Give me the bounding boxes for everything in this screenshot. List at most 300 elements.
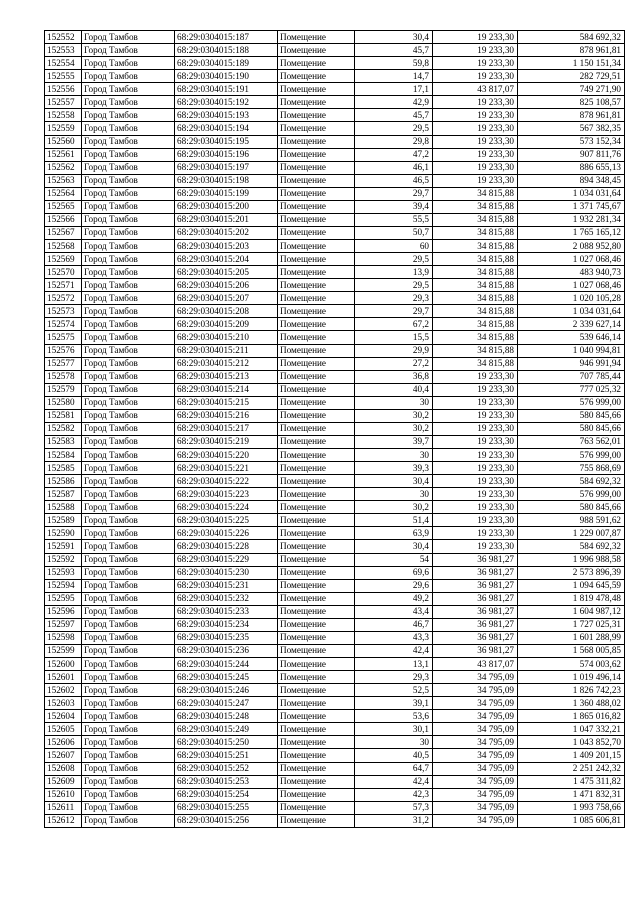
cadastral-number-cell: 68:29:0304015:228 xyxy=(175,540,278,553)
specific-value-cell: 19 233,30 xyxy=(433,383,518,396)
row-number-cell: 152610 xyxy=(45,788,82,801)
specific-value-cell: 19 233,30 xyxy=(433,57,518,70)
city-cell: Город Тамбов xyxy=(82,253,175,266)
area-cell: 17,1 xyxy=(355,83,433,96)
area-cell: 45,7 xyxy=(355,109,433,122)
area-cell: 30,2 xyxy=(355,409,433,422)
object-type-cell: Помещение xyxy=(278,226,355,239)
object-type-cell: Помещение xyxy=(278,749,355,762)
cadastral-number-cell: 68:29:0304015:235 xyxy=(175,631,278,644)
table-row xyxy=(45,161,625,174)
specific-value-cell: 36 981,27 xyxy=(433,566,518,579)
row-number-cell: 152573 xyxy=(45,305,82,318)
cadastral-number-cell: 68:29:0304015:219 xyxy=(175,435,278,448)
cadastral-value-cell: 2 251 242,32 xyxy=(518,762,625,775)
cadastral-value-cell: 946 991,94 xyxy=(518,357,625,370)
city-cell: Город Тамбов xyxy=(82,605,175,618)
object-type-cell: Помещение xyxy=(278,579,355,592)
table-row xyxy=(45,723,625,736)
city-cell: Город Тамбов xyxy=(82,671,175,684)
area-cell: 39,3 xyxy=(355,462,433,475)
area-cell: 29,6 xyxy=(355,579,433,592)
object-type-cell: Помещение xyxy=(278,462,355,475)
row-number-cell: 152593 xyxy=(45,566,82,579)
row-number-cell: 152574 xyxy=(45,318,82,331)
object-type-cell: Помещение xyxy=(278,736,355,749)
cadastral-value-cell: 1 601 288,99 xyxy=(518,631,625,644)
city-cell: Город Тамбов xyxy=(82,57,175,70)
cadastral-value-table xyxy=(44,30,625,828)
city-cell: Город Тамбов xyxy=(82,96,175,109)
cadastral-value-cell: 825 108,57 xyxy=(518,96,625,109)
city-cell: Город Тамбов xyxy=(82,762,175,775)
row-number-cell: 152578 xyxy=(45,370,82,383)
cadastral-value-cell: 584 692,32 xyxy=(518,475,625,488)
specific-value-cell: 19 233,30 xyxy=(433,422,518,435)
table-row xyxy=(45,31,625,44)
city-cell: Город Тамбов xyxy=(82,475,175,488)
row-number-cell: 152568 xyxy=(45,240,82,253)
area-cell: 30 xyxy=(355,488,433,501)
object-type-cell: Помещение xyxy=(278,566,355,579)
cadastral-number-cell: 68:29:0304015:198 xyxy=(175,174,278,187)
row-number-cell: 152577 xyxy=(45,357,82,370)
table-row xyxy=(45,814,625,827)
row-number-cell: 152554 xyxy=(45,57,82,70)
cadastral-value-cell: 988 591,62 xyxy=(518,514,625,527)
object-type-cell: Помещение xyxy=(278,57,355,70)
cadastral-value-cell: 2 573 896,39 xyxy=(518,566,625,579)
specific-value-cell: 34 795,09 xyxy=(433,814,518,827)
cadastral-number-cell: 68:29:0304015:251 xyxy=(175,749,278,762)
area-cell: 14,7 xyxy=(355,70,433,83)
city-cell: Город Тамбов xyxy=(82,187,175,200)
area-cell: 15,5 xyxy=(355,331,433,344)
specific-value-cell: 19 233,30 xyxy=(433,409,518,422)
cadastral-number-cell: 68:29:0304015:190 xyxy=(175,70,278,83)
city-cell: Город Тамбов xyxy=(82,148,175,161)
city-cell: Город Тамбов xyxy=(82,292,175,305)
cadastral-value-cell: 576 999,00 xyxy=(518,449,625,462)
cadastral-value-cell: 755 868,69 xyxy=(518,462,625,475)
table-body xyxy=(45,31,625,828)
specific-value-cell: 19 233,30 xyxy=(433,514,518,527)
row-number-cell: 152565 xyxy=(45,200,82,213)
specific-value-cell: 19 233,30 xyxy=(433,370,518,383)
cadastral-value-cell: 907 811,76 xyxy=(518,148,625,161)
row-number-cell: 152608 xyxy=(45,762,82,775)
city-cell: Город Тамбов xyxy=(82,226,175,239)
cadastral-value-cell: 1 727 025,31 xyxy=(518,618,625,631)
city-cell: Город Тамбов xyxy=(82,331,175,344)
row-number-cell: 152601 xyxy=(45,671,82,684)
cadastral-number-cell: 68:29:0304015:247 xyxy=(175,697,278,710)
specific-value-cell: 34 815,88 xyxy=(433,187,518,200)
area-cell: 29,7 xyxy=(355,187,433,200)
city-cell: Город Тамбов xyxy=(82,631,175,644)
row-number-cell: 152604 xyxy=(45,710,82,723)
object-type-cell: Помещение xyxy=(278,631,355,644)
area-cell: 69,6 xyxy=(355,566,433,579)
object-type-cell: Помещение xyxy=(278,213,355,226)
cadastral-number-cell: 68:29:0304015:226 xyxy=(175,527,278,540)
city-cell: Город Тамбов xyxy=(82,618,175,631)
row-number-cell: 152588 xyxy=(45,501,82,514)
table-row xyxy=(45,488,625,501)
cadastral-number-cell: 68:29:0304015:187 xyxy=(175,31,278,44)
cadastral-value-cell: 1 819 478,48 xyxy=(518,592,625,605)
cadastral-value-cell: 576 999,00 xyxy=(518,488,625,501)
table-row xyxy=(45,266,625,279)
specific-value-cell: 36 981,27 xyxy=(433,579,518,592)
row-number-cell: 152561 xyxy=(45,148,82,161)
object-type-cell: Помещение xyxy=(278,109,355,122)
table-row xyxy=(45,592,625,605)
table-row xyxy=(45,684,625,697)
area-cell: 57,3 xyxy=(355,801,433,814)
cadastral-number-cell: 68:29:0304015:217 xyxy=(175,422,278,435)
area-cell: 29,5 xyxy=(355,279,433,292)
city-cell: Город Тамбов xyxy=(82,396,175,409)
city-cell: Город Тамбов xyxy=(82,592,175,605)
row-number-cell: 152586 xyxy=(45,475,82,488)
row-number-cell: 152600 xyxy=(45,658,82,671)
city-cell: Город Тамбов xyxy=(82,370,175,383)
area-cell: 29,5 xyxy=(355,122,433,135)
table-row xyxy=(45,553,625,566)
object-type-cell: Помещение xyxy=(278,253,355,266)
object-type-cell: Помещение xyxy=(278,383,355,396)
specific-value-cell: 19 233,30 xyxy=(433,462,518,475)
city-cell: Город Тамбов xyxy=(82,344,175,357)
area-cell: 31,2 xyxy=(355,814,433,827)
row-number-cell: 152596 xyxy=(45,605,82,618)
specific-value-cell: 19 233,30 xyxy=(433,96,518,109)
cadastral-number-cell: 68:29:0304015:203 xyxy=(175,240,278,253)
row-number-cell: 152582 xyxy=(45,422,82,435)
object-type-cell: Помещение xyxy=(278,553,355,566)
object-type-cell: Помещение xyxy=(278,279,355,292)
specific-value-cell: 19 233,30 xyxy=(433,527,518,540)
cadastral-value-cell: 1 043 852,70 xyxy=(518,736,625,749)
specific-value-cell: 43 817,07 xyxy=(433,658,518,671)
area-cell: 42,4 xyxy=(355,775,433,788)
table-row xyxy=(45,344,625,357)
object-type-cell: Помещение xyxy=(278,122,355,135)
cadastral-value-cell: 1 040 994,81 xyxy=(518,344,625,357)
cadastral-number-cell: 68:29:0304015:234 xyxy=(175,618,278,631)
specific-value-cell: 34 815,88 xyxy=(433,318,518,331)
area-cell: 59,8 xyxy=(355,57,433,70)
specific-value-cell: 34 815,88 xyxy=(433,305,518,318)
city-cell: Город Тамбов xyxy=(82,383,175,396)
cadastral-number-cell: 68:29:0304015:233 xyxy=(175,605,278,618)
city-cell: Город Тамбов xyxy=(82,357,175,370)
cadastral-value-cell: 1 475 311,82 xyxy=(518,775,625,788)
city-cell: Город Тамбов xyxy=(82,70,175,83)
city-cell: Город Тамбов xyxy=(82,279,175,292)
object-type-cell: Помещение xyxy=(278,96,355,109)
table-row xyxy=(45,213,625,226)
table-row xyxy=(45,501,625,514)
cadastral-number-cell: 68:29:0304015:200 xyxy=(175,200,278,213)
area-cell: 52,5 xyxy=(355,684,433,697)
table-row xyxy=(45,514,625,527)
object-type-cell: Помещение xyxy=(278,710,355,723)
row-number-cell: 152590 xyxy=(45,527,82,540)
row-number-cell: 152611 xyxy=(45,801,82,814)
area-cell: 46,7 xyxy=(355,618,433,631)
city-cell: Город Тамбов xyxy=(82,723,175,736)
cadastral-value-cell: 1 568 005,85 xyxy=(518,644,625,657)
city-cell: Город Тамбов xyxy=(82,31,175,44)
object-type-cell: Помещение xyxy=(278,422,355,435)
cadastral-value-cell: 1 471 832,31 xyxy=(518,788,625,801)
row-number-cell: 152607 xyxy=(45,749,82,762)
object-type-cell: Помещение xyxy=(278,357,355,370)
object-type-cell: Помещение xyxy=(278,70,355,83)
area-cell: 29,7 xyxy=(355,305,433,318)
row-number-cell: 152599 xyxy=(45,644,82,657)
object-type-cell: Помещение xyxy=(278,658,355,671)
specific-value-cell: 36 981,27 xyxy=(433,618,518,631)
row-number-cell: 152591 xyxy=(45,540,82,553)
specific-value-cell: 19 233,30 xyxy=(433,31,518,44)
object-type-cell: Помещение xyxy=(278,501,355,514)
area-cell: 29,3 xyxy=(355,671,433,684)
cadastral-value-cell: 567 382,35 xyxy=(518,122,625,135)
area-cell: 54 xyxy=(355,553,433,566)
cadastral-value-cell: 749 271,90 xyxy=(518,83,625,96)
object-type-cell: Помещение xyxy=(278,240,355,253)
table-row xyxy=(45,762,625,775)
specific-value-cell: 34 815,88 xyxy=(433,253,518,266)
cadastral-number-cell: 68:29:0304015:229 xyxy=(175,553,278,566)
city-cell: Город Тамбов xyxy=(82,501,175,514)
object-type-cell: Помещение xyxy=(278,788,355,801)
table-row xyxy=(45,396,625,409)
object-type-cell: Помещение xyxy=(278,540,355,553)
specific-value-cell: 34 815,88 xyxy=(433,357,518,370)
row-number-cell: 152566 xyxy=(45,213,82,226)
table-row xyxy=(45,618,625,631)
cadastral-number-cell: 68:29:0304015:202 xyxy=(175,226,278,239)
table-row xyxy=(45,331,625,344)
area-cell: 60 xyxy=(355,240,433,253)
object-type-cell: Помещение xyxy=(278,187,355,200)
city-cell: Город Тамбов xyxy=(82,553,175,566)
object-type-cell: Помещение xyxy=(278,409,355,422)
cadastral-number-cell: 68:29:0304015:221 xyxy=(175,462,278,475)
cadastral-number-cell: 68:29:0304015:191 xyxy=(175,83,278,96)
table-row xyxy=(45,200,625,213)
area-cell: 39,7 xyxy=(355,435,433,448)
cadastral-number-cell: 68:29:0304015:253 xyxy=(175,775,278,788)
area-cell: 30,1 xyxy=(355,723,433,736)
row-number-cell: 152556 xyxy=(45,83,82,96)
specific-value-cell: 34 795,09 xyxy=(433,671,518,684)
area-cell: 53,6 xyxy=(355,710,433,723)
cadastral-value-cell: 282 729,51 xyxy=(518,70,625,83)
area-cell: 51,4 xyxy=(355,514,433,527)
row-number-cell: 152603 xyxy=(45,697,82,710)
cadastral-number-cell: 68:29:0304015:196 xyxy=(175,148,278,161)
cadastral-value-cell: 584 692,32 xyxy=(518,31,625,44)
cadastral-number-cell: 68:29:0304015:232 xyxy=(175,592,278,605)
cadastral-number-cell: 68:29:0304015:210 xyxy=(175,331,278,344)
object-type-cell: Помещение xyxy=(278,605,355,618)
cadastral-number-cell: 68:29:0304015:248 xyxy=(175,710,278,723)
specific-value-cell: 34 795,09 xyxy=(433,788,518,801)
row-number-cell: 152594 xyxy=(45,579,82,592)
cadastral-number-cell: 68:29:0304015:255 xyxy=(175,801,278,814)
area-cell: 47,2 xyxy=(355,148,433,161)
specific-value-cell: 19 233,30 xyxy=(433,109,518,122)
area-cell: 43,3 xyxy=(355,631,433,644)
table-row xyxy=(45,279,625,292)
specific-value-cell: 36 981,27 xyxy=(433,553,518,566)
cadastral-value-cell: 1 409 201,15 xyxy=(518,749,625,762)
row-number-cell: 152563 xyxy=(45,174,82,187)
cadastral-value-table-page xyxy=(44,30,624,828)
cadastral-number-cell: 68:29:0304015:214 xyxy=(175,383,278,396)
row-number-cell: 152559 xyxy=(45,122,82,135)
area-cell: 43,4 xyxy=(355,605,433,618)
table-row xyxy=(45,187,625,200)
cadastral-value-cell: 539 646,14 xyxy=(518,331,625,344)
specific-value-cell: 34 795,09 xyxy=(433,684,518,697)
object-type-cell: Помещение xyxy=(278,148,355,161)
area-cell: 67,2 xyxy=(355,318,433,331)
row-number-cell: 152557 xyxy=(45,96,82,109)
specific-value-cell: 34 795,09 xyxy=(433,723,518,736)
area-cell: 45,7 xyxy=(355,44,433,57)
table-row xyxy=(45,527,625,540)
cadastral-number-cell: 68:29:0304015:224 xyxy=(175,501,278,514)
object-type-cell: Помещение xyxy=(278,723,355,736)
specific-value-cell: 19 233,30 xyxy=(433,174,518,187)
city-cell: Город Тамбов xyxy=(82,422,175,435)
table-row xyxy=(45,788,625,801)
area-cell: 49,2 xyxy=(355,592,433,605)
cadastral-value-cell: 1 371 745,67 xyxy=(518,200,625,213)
city-cell: Город Тамбов xyxy=(82,161,175,174)
specific-value-cell: 36 981,27 xyxy=(433,644,518,657)
area-cell: 30 xyxy=(355,449,433,462)
city-cell: Город Тамбов xyxy=(82,122,175,135)
row-number-cell: 152567 xyxy=(45,226,82,239)
cadastral-number-cell: 68:29:0304015:249 xyxy=(175,723,278,736)
table-row xyxy=(45,775,625,788)
city-cell: Город Тамбов xyxy=(82,749,175,762)
cadastral-number-cell: 68:29:0304015:204 xyxy=(175,253,278,266)
object-type-cell: Помещение xyxy=(278,344,355,357)
cadastral-value-cell: 580 845,66 xyxy=(518,422,625,435)
row-number-cell: 152589 xyxy=(45,514,82,527)
area-cell: 30,2 xyxy=(355,422,433,435)
object-type-cell: Помещение xyxy=(278,671,355,684)
row-number-cell: 152612 xyxy=(45,814,82,827)
object-type-cell: Помещение xyxy=(278,697,355,710)
specific-value-cell: 19 233,30 xyxy=(433,435,518,448)
specific-value-cell: 43 817,07 xyxy=(433,83,518,96)
area-cell: 39,1 xyxy=(355,697,433,710)
table-row xyxy=(45,435,625,448)
area-cell: 42,3 xyxy=(355,788,433,801)
cadastral-number-cell: 68:29:0304015:199 xyxy=(175,187,278,200)
table-row xyxy=(45,122,625,135)
row-number-cell: 152597 xyxy=(45,618,82,631)
cadastral-value-cell: 1 765 165,12 xyxy=(518,226,625,239)
cadastral-value-cell: 574 003,62 xyxy=(518,658,625,671)
object-type-cell: Помещение xyxy=(278,174,355,187)
specific-value-cell: 19 233,30 xyxy=(433,44,518,57)
row-number-cell: 152553 xyxy=(45,44,82,57)
cadastral-value-cell: 777 025,32 xyxy=(518,383,625,396)
table-row xyxy=(45,449,625,462)
row-number-cell: 152572 xyxy=(45,292,82,305)
specific-value-cell: 19 233,30 xyxy=(433,501,518,514)
city-cell: Город Тамбов xyxy=(82,775,175,788)
cadastral-number-cell: 68:29:0304015:225 xyxy=(175,514,278,527)
specific-value-cell: 34 815,88 xyxy=(433,344,518,357)
cadastral-number-cell: 68:29:0304015:256 xyxy=(175,814,278,827)
area-cell: 30,4 xyxy=(355,540,433,553)
cadastral-number-cell: 68:29:0304015:205 xyxy=(175,266,278,279)
table-row xyxy=(45,475,625,488)
area-cell: 42,9 xyxy=(355,96,433,109)
area-cell: 29,9 xyxy=(355,344,433,357)
object-type-cell: Помещение xyxy=(278,266,355,279)
object-type-cell: Помещение xyxy=(278,83,355,96)
cadastral-value-cell: 1 360 488,02 xyxy=(518,697,625,710)
area-cell: 30,4 xyxy=(355,475,433,488)
table-row xyxy=(45,736,625,749)
cadastral-number-cell: 68:29:0304015:209 xyxy=(175,318,278,331)
object-type-cell: Помещение xyxy=(278,396,355,409)
city-cell: Город Тамбов xyxy=(82,527,175,540)
area-cell: 40,4 xyxy=(355,383,433,396)
area-cell: 55,5 xyxy=(355,213,433,226)
area-cell: 29,8 xyxy=(355,135,433,148)
area-cell: 40,5 xyxy=(355,749,433,762)
table-row xyxy=(45,579,625,592)
specific-value-cell: 34 815,88 xyxy=(433,279,518,292)
city-cell: Город Тамбов xyxy=(82,409,175,422)
cadastral-value-cell: 1 019 496,14 xyxy=(518,671,625,684)
city-cell: Город Тамбов xyxy=(82,736,175,749)
object-type-cell: Помещение xyxy=(278,592,355,605)
table-row xyxy=(45,540,625,553)
specific-value-cell: 19 233,30 xyxy=(433,488,518,501)
area-cell: 42,4 xyxy=(355,644,433,657)
table-row xyxy=(45,566,625,579)
table-row xyxy=(45,357,625,370)
cadastral-number-cell: 68:29:0304015:244 xyxy=(175,658,278,671)
table-row xyxy=(45,710,625,723)
cadastral-value-cell: 483 940,73 xyxy=(518,266,625,279)
row-number-cell: 152562 xyxy=(45,161,82,174)
specific-value-cell: 34 795,09 xyxy=(433,762,518,775)
row-number-cell: 152595 xyxy=(45,592,82,605)
table-row xyxy=(45,370,625,383)
row-number-cell: 152587 xyxy=(45,488,82,501)
table-row xyxy=(45,70,625,83)
object-type-cell: Помещение xyxy=(278,370,355,383)
row-number-cell: 152569 xyxy=(45,253,82,266)
specific-value-cell: 19 233,30 xyxy=(433,396,518,409)
row-number-cell: 152571 xyxy=(45,279,82,292)
